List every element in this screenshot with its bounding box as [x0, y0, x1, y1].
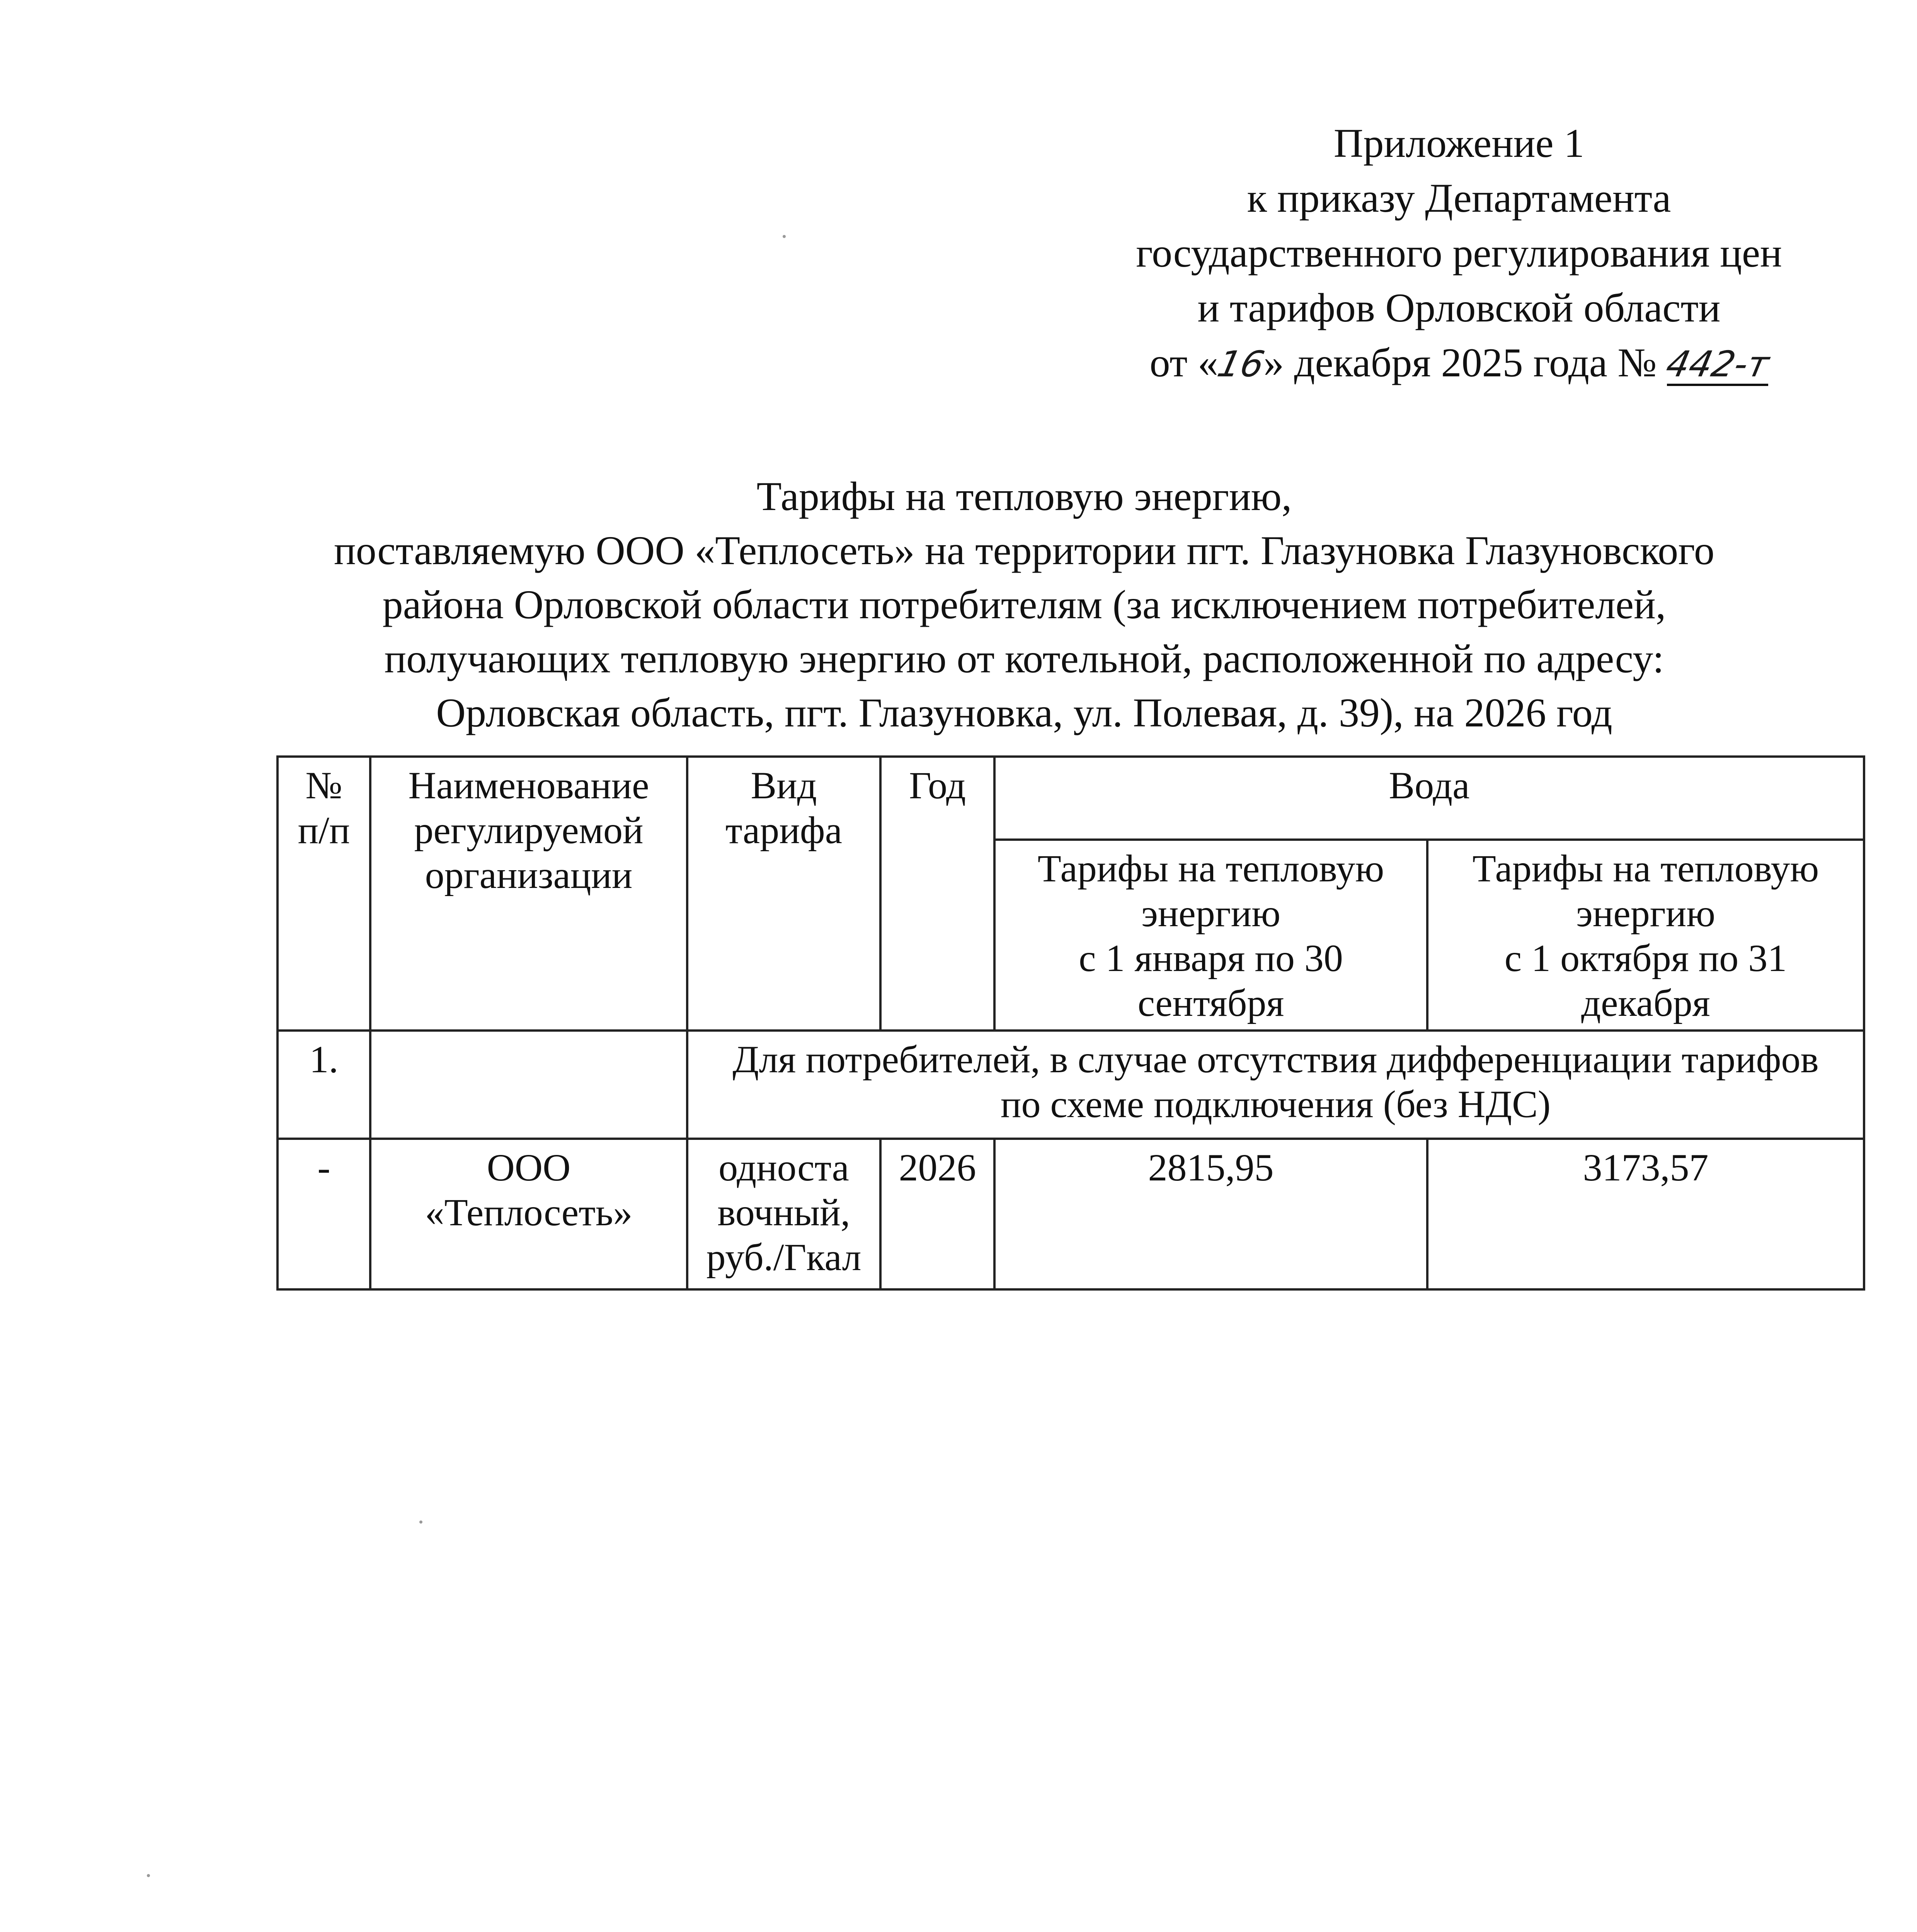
appendix-line-1: Приложение 1	[1333, 121, 1585, 166]
table-section-row	[278, 1031, 1864, 1139]
row-value-period-1: 2815,95	[994, 1139, 1427, 1289]
header-period-1: Тарифы на тепловую энергию с 1 января по 30 сентября	[994, 840, 1427, 1031]
row-tariff-type: односта вочный, руб./Гкал	[687, 1139, 880, 1289]
header-period-2: Тарифы на тепловую энергию с 1 октября по 31 декабря	[1427, 840, 1864, 1031]
row-year: 2026	[880, 1139, 994, 1289]
scan-speck	[419, 1520, 422, 1524]
header-tariff-type: Вид тарифа	[687, 757, 880, 1031]
section-empty-cell	[370, 1031, 687, 1139]
row-organization: ООО «Теплосеть»	[370, 1139, 687, 1289]
title-line-1: Тарифы на тепловую энергию,	[756, 474, 1292, 519]
appendix-date-line	[1044, 335, 1874, 392]
tariff-table	[276, 755, 1865, 1291]
table-header-row	[278, 757, 1864, 840]
appendix-line-4: и тарифов Орловской области	[1197, 285, 1721, 330]
scan-speck	[783, 235, 786, 238]
scan-speck	[147, 1874, 150, 1877]
header-water: Вода	[994, 757, 1864, 840]
title-line-3: района Орловской области потребителям (за исключением потребителей,	[382, 582, 1666, 627]
title-line-5: Орловская область, пгт. Глазуновка, ул. Полевая, д. 39), на 2026 год	[436, 690, 1612, 735]
header-year: Год	[880, 757, 994, 1031]
title-line-2: поставляемую ООО «Теплосеть» на территории пгт. Глазуновка Глазуновского	[334, 528, 1714, 573]
handwritten-day: 16	[1214, 344, 1268, 385]
handwritten-number: 442-т	[1662, 344, 1773, 385]
row-num: -	[278, 1139, 370, 1289]
header-organization: Наименование регулируемой организации	[370, 757, 687, 1031]
document-title	[271, 469, 1778, 740]
appendix-header	[1044, 116, 1874, 392]
appendix-line-3: государственного регулирования цен	[1136, 230, 1782, 276]
section-description: Для потребителей, в случае отсутствия дифференциации тарифов по схеме подключения (без НДС)	[687, 1031, 1864, 1139]
table-row	[278, 1139, 1864, 1289]
date-prefix: от «	[1149, 340, 1218, 385]
row-value-period-2: 3173,57	[1427, 1139, 1864, 1289]
title-line-4: получающих тепловую энергию от котельной, расположенной по адресу:	[384, 636, 1664, 681]
appendix-line-2: к приказу Департамента	[1247, 175, 1671, 221]
section-num: 1.	[278, 1031, 370, 1139]
handwritten-number-field	[1662, 344, 1773, 386]
header-num: № п/п	[278, 757, 370, 1031]
date-middle: » декабря 2025 года №	[1263, 340, 1657, 385]
